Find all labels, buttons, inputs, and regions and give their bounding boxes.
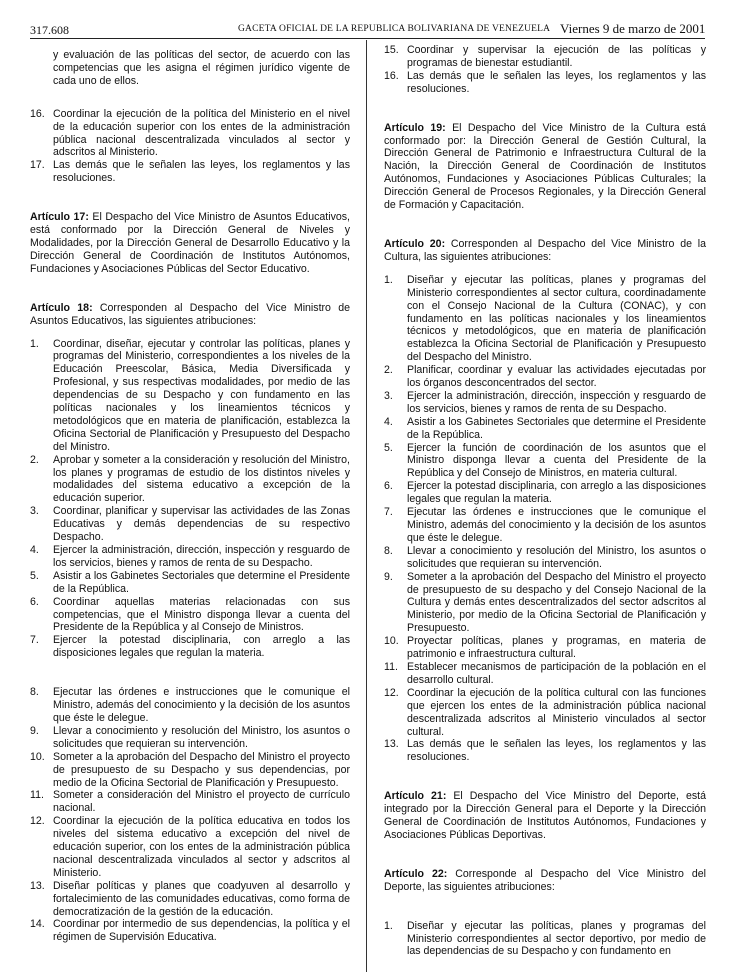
list-item-text: Proyectar políticas, planes y programas, en materia de patrimonio e infraestructura cultural.	[407, 635, 706, 661]
list-item-text: Las demás que le señalen las leyes, los reglamentos y las resoluciones.	[407, 69, 706, 95]
list-item-text: Establecer mecanismos de participación de la población en el desarrollo cultural.	[407, 660, 706, 686]
list-item	[30, 725, 350, 751]
list-item-number: 7.	[30, 634, 39, 647]
article-20	[384, 238, 706, 264]
list-item-number: 11.	[30, 789, 44, 802]
article-17-text: El Despacho del Vice Ministro de Asuntos Educativos, está conformado por la Dirección General de Niveles y Modalidades, por la Dirección General de Desarrollo Educativo y la Dirección General de Coordinación de Institutos Autónomos, Fundaciones y Asociaciones Públicas del Sector Educativo.	[30, 211, 351, 275]
article-22-text: Corresponde al Despacho del Vice Ministro del Deporte, las siguientes atribuciones:	[384, 867, 706, 893]
left-list-c	[30, 686, 350, 944]
issue-date: Viernes 9 de marzo de 2001	[560, 21, 706, 36]
list-item	[30, 570, 350, 596]
list-item-text: Diseñar políticas y planes que coadyuven al desarrollo y fortalecimiento de las comunidades educativas, como forma de democratización de la gestión de la educación.	[53, 879, 350, 918]
list-item-text: Coordinar y supervisar la ejecución de las políticas y programas de bienestar estudiantil.	[407, 44, 706, 69]
page-number: 317.608	[30, 23, 69, 37]
list-item	[384, 571, 706, 636]
article-21-text: El Despacho del Vice Ministro del Deporte, está integrado por la Dirección General para el Deporte y la Dirección General de Coordinación de Institutos Autónomos, Fundaciones y Asociaciones Públicas Deportivas.	[384, 790, 706, 841]
list-item	[30, 751, 350, 790]
list-item	[384, 390, 706, 416]
list-item	[30, 505, 350, 544]
list-item-text: Coordinar por intermedio de sus dependencias, la política y el régimen de Supervisión Educativa.	[53, 918, 350, 944]
list-item	[384, 738, 706, 764]
list-item-text: Coordinar aquellas materias relacionadas con sus competencias, que el Ministro disponga llevar a cuenta del Presidente de la República y al Consejo de Ministros.	[53, 595, 350, 634]
list-item-text: Ejercer la potestad disciplinaria, con arreglo a las disposiciones legales que regulan la materia.	[407, 480, 706, 506]
list-item-number: 12.	[30, 815, 45, 828]
article-22-label: Artículo 22:	[384, 867, 448, 880]
list-item-number: 10.	[30, 750, 45, 763]
list-item	[30, 686, 350, 725]
list-item	[30, 815, 350, 880]
list-item-continuation	[30, 49, 350, 88]
article-19-label: Artículo 19:	[384, 121, 446, 134]
list-item	[384, 364, 706, 390]
list-item	[384, 480, 706, 506]
list-item-number: 6.	[30, 595, 39, 608]
list-item-text: Llevar a conocimiento y resolución del Ministro, los asuntos o solicitudes que requieran su intervención.	[53, 724, 350, 750]
list-item-number: 2.	[30, 453, 39, 466]
list-item-number: 9.	[30, 724, 39, 737]
publication-title: GACETA OFICIAL DE LA REPUBLICA BOLIVARIANA DE VENEZUELA	[238, 24, 551, 34]
list-item-number: 2.	[384, 364, 393, 377]
list-item-text: Ejecutar las órdenes e instrucciones que le comunique el Ministro, además del conocimiento y la decisión de los asuntos que éste le delegue.	[407, 506, 706, 544]
list-item-text: Las demás que le señalen las leyes, los reglamentos y las resoluciones.	[53, 159, 350, 185]
list-item-number: 17.	[30, 159, 45, 172]
list-item-number: 13.	[384, 738, 399, 751]
list-item-text: Coordinar, planificar y supervisar las actividades de las Zonas Educativas y demás dependencias de su respectivo Despacho.	[53, 505, 350, 544]
list-item-number: 14.	[30, 918, 45, 931]
list-item-text: Coordinar la ejecución de la política del Ministerio en el nivel de la educación superior con los entes de la administración pública nacional descentralizada vinculados al sector y adscritos al Ministerio.	[53, 107, 350, 159]
list-item	[30, 880, 350, 919]
list-item	[30, 544, 350, 570]
list-item-text: Coordinar la ejecución de la política cultural con las funciones que ejercen los entes de la administración pública nacional descentralizada adscritos al Ministerio vinculados al sector cultural.	[407, 686, 706, 738]
list-item-text: Ejercer la administración, dirección, inspección y resguardo de los servicios, bienes y ramos de renta de su Despacho.	[53, 544, 350, 569]
list-item-text: Llevar a conocimiento y resolución del Ministro, los asuntos o solicitudes que requieran su intervención.	[407, 544, 706, 570]
header-rule	[30, 38, 705, 39]
list-item	[384, 274, 706, 364]
right-list-a	[384, 44, 706, 96]
list-item-number: 8.	[384, 544, 393, 557]
list-item-number: 13.	[30, 879, 45, 892]
article-18	[30, 302, 350, 328]
list-item-number: 3.	[30, 505, 39, 518]
list-item-number: 16.	[384, 69, 399, 82]
list-item	[30, 338, 350, 454]
article-22	[384, 868, 706, 894]
list-item	[30, 918, 350, 944]
list-item-text: Asistir a los Gabinetes Sectoriales que determine el Presidente de la República.	[53, 569, 350, 595]
list-item-number: 7.	[384, 506, 393, 519]
list-item-text: Ejercer la función de coordinación de los asuntos que el Ministro disponga llevar a cuenta del Presidente de la República y del Consejo de Ministros, en materia cultural.	[407, 441, 706, 480]
right-list-b	[384, 274, 706, 764]
list-item-text: Someter a la aprobación del Despacho del Ministro el proyecto de presupuesto de su Despacho y sus dependencias, por medio de la Oficina Sectorial de Planificación y Presupuesto.	[53, 750, 350, 789]
list-item-text: Ejercer la administración, dirección, inspección y resguardo de los servicios, bienes y ramos de renta de su Despacho.	[407, 389, 706, 415]
list-item	[384, 44, 706, 70]
list-item-number: 16.	[30, 107, 45, 120]
list-item	[30, 596, 350, 635]
list-item-text: Coordinar, diseñar, ejecutar y controlar las políticas, planes y programas del Ministerio, correspondientes a los niveles de la Educación Preescolar, Básica, Media Diversificada y Profesional, y sus respectivas modalidades, por medio de las dependencias de su Despacho y con fundamento en las políticas nacionales y los lineamientos técnicos y metodológicos que en materia de planificación, establezca la Oficina Sectorial de Planificación y Presupuesto del Despacho del Ministro.	[53, 337, 350, 453]
list-item-number: 11.	[384, 660, 398, 673]
article-20-label: Artículo 20:	[384, 237, 446, 250]
list-item-number: 15.	[384, 44, 399, 56]
list-item	[384, 687, 706, 739]
list-item-number: 1.	[384, 273, 393, 286]
list-item-text: Las demás que le señalen las leyes, los reglamentos y las resoluciones.	[407, 738, 706, 764]
list-item-number: 12.	[384, 686, 399, 699]
list-item-number: 4.	[30, 544, 39, 556]
article-20-text: Corresponden al Despacho del Vice Ministro de la Cultura, las siguientes atribuciones:	[384, 237, 706, 263]
list-item-text: Someter a consideración del Ministro el proyecto de currículo nacional.	[53, 789, 350, 815]
list-item	[384, 416, 706, 442]
right-column	[384, 44, 706, 958]
list-item-number: 9.	[384, 570, 393, 583]
list-item-text: Asistir a los Gabinetes Sectoriales que determine el Presidente de la República.	[407, 415, 706, 441]
list-item	[30, 159, 350, 185]
list-item	[30, 454, 350, 506]
list-item-text: Ejecutar las órdenes e instrucciones que le comunique el Ministro, además del conocimiento y la decisión de los asuntos que éste le delegue.	[53, 686, 350, 724]
list-item-text: Aprobar y someter a la consideración y resolución del Ministro, los planes y programas de estudio de los distintos niveles y modalidades del sistema educativo a excepción de la educación superior.	[53, 453, 350, 505]
list-item-number: 1.	[30, 337, 39, 350]
list-item	[384, 506, 706, 545]
list-item-number: 5.	[384, 441, 393, 454]
list-item	[384, 635, 706, 661]
list-item-number: 5.	[30, 569, 39, 582]
article-21	[384, 790, 706, 842]
list-item-number: 6.	[384, 480, 393, 493]
article-19	[384, 122, 706, 212]
list-item-number: 1.	[384, 919, 393, 932]
left-list-b	[30, 338, 350, 661]
article-17-label: Artículo 17:	[30, 211, 89, 224]
article-18-text: Corresponden al Despacho del Vice Ministro de Asuntos Educativos, las siguientes atribuciones:	[30, 301, 351, 327]
list-item-text: y evaluación de las políticas del sector, de acuerdo con las competencias que les asigna el régimen jurídico vigente de cada uno de ellos.	[53, 49, 350, 87]
list-item	[30, 789, 350, 815]
list-item-text: Diseñar y ejecutar las políticas, planes y programas del Ministerio correspondientes al sector deportivo, por medio de las dependencias de su Despacho y con fundamento en	[407, 919, 706, 958]
list-item-text: Coordinar la ejecución de la política educativa en todos los niveles del sistema educativo a excepción del nivel de educación superior, con los entes de la administración pública nacional descentralizada vinculados al sector y adscritos al Ministerio.	[53, 815, 350, 879]
list-item-text: Planificar, coordinar y evaluar las actividades ejecutadas por los órganos desconcentrados del sector.	[407, 364, 706, 390]
list-item	[384, 442, 706, 481]
list-item	[384, 545, 706, 571]
article-18-label: Artículo 18:	[30, 301, 93, 314]
list-item-text: Ejercer la potestad disciplinaria, con arreglo a las disposiciones legales que regulan la materia.	[53, 634, 350, 660]
list-item-text: Someter a la aprobación del Despacho del Ministro el proyecto de presupuesto de su despacho y del Consejo Nacional de la Cultura y demás entes descentralizados del sector adscritos al Ministerio, por medio de la Oficina Sectorial de Planificación y Presupuesto.	[407, 570, 706, 635]
article-17	[30, 211, 350, 276]
list-item	[30, 634, 350, 660]
list-item-number: 3.	[384, 389, 393, 402]
list-item	[384, 920, 706, 959]
left-column	[30, 49, 350, 944]
list-item	[384, 661, 706, 687]
list-item-number: 10.	[384, 635, 399, 648]
left-list-a	[30, 108, 350, 185]
page-header	[0, 0, 744, 40]
list-item-number: 4.	[384, 415, 393, 428]
list-item-text: Diseñar y ejecutar las políticas, planes y programas del Ministerio correspondientes al sector cultura, coordinadamente con el Consejo Nacional de la Cultura (CONAC), y con fundamento en las políticas nacionales y los lineamientos técnicos y metodológicos, que en materia de planificación establezca la Oficina Sectorial de Planificación y Presupuesto del Despacho del Ministro.	[407, 273, 706, 364]
article-21-label: Artículo 21:	[384, 790, 447, 803]
right-list-c	[384, 920, 706, 959]
list-item-number: 8.	[30, 686, 39, 699]
list-item	[384, 70, 706, 96]
article-19-text: El Despacho del Vice Ministro de la Cultura está conformado por: la Dirección General de Gestión Cultural, la Dirección General de Patrimonio e Infraestructura Cultural de la Nación, la Dirección General de Coordinación de Institutos Autónomos, Fundaciones y Asociaciones Públicas Culturales; la Dirección General de Procesos Regionales, y la Dirección General de Formación y Capacitación.	[384, 121, 706, 212]
column-divider	[366, 40, 367, 972]
list-item	[30, 108, 350, 160]
